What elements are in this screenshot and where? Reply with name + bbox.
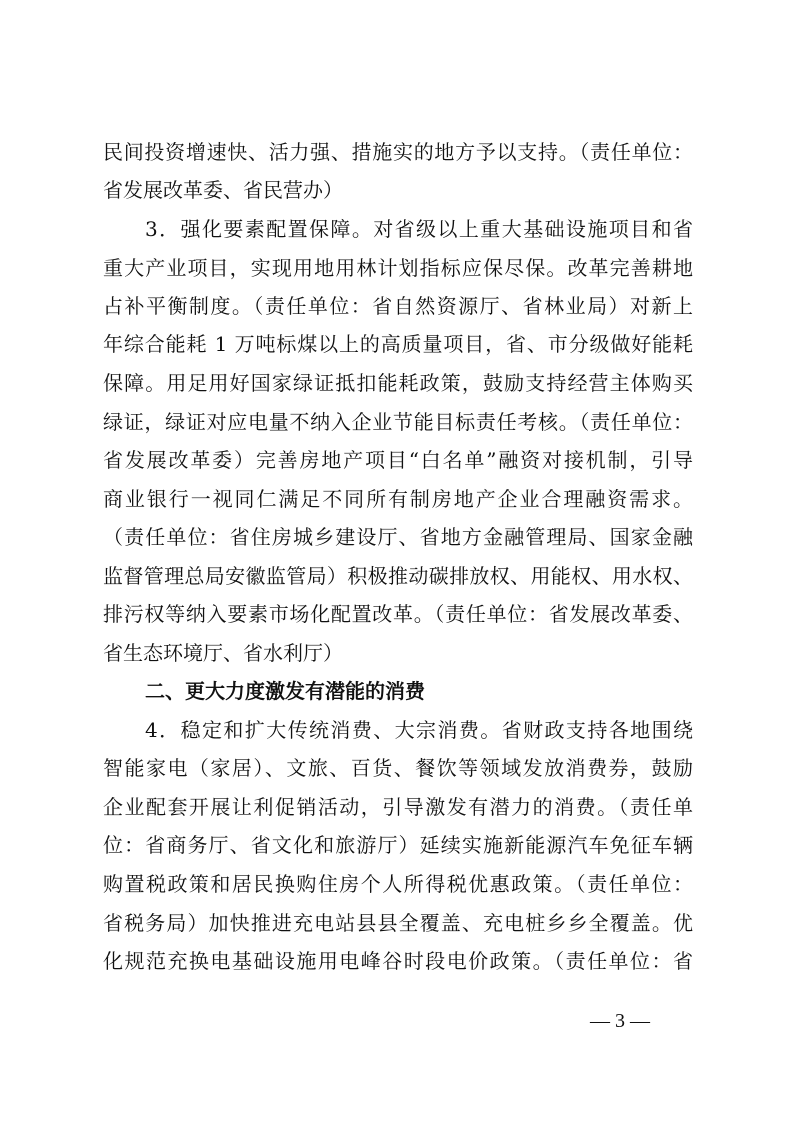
page-number: — 3 —	[590, 1010, 650, 1032]
text-line: 3．强化要素配置保障。对省级以上重大基础设施项目和省	[145, 217, 693, 241]
text-line: 排污权等纳入要素市场化配置改革。（责任单位：省发展改革委、	[103, 602, 693, 626]
text-line: 占补平衡制度。（责任单位：省自然资源厅、省林业局）对新上	[103, 294, 693, 318]
text-line: 重大产业项目，实现用地用林计划指标应保尽保。改革完善耕地	[103, 256, 693, 280]
text-line: 4．稳定和扩大传统消费、大宗消费。省财政支持各地围绕	[145, 718, 693, 742]
text-line: 民间投资增速快、活力强、措施实的地方予以支持。（责任单位：	[103, 140, 693, 164]
text-line: 绿证，绿证对应电量不纳入企业节能目标责任考核。（责任单位：	[103, 410, 693, 434]
text-line: 化规范充换电基础设施用电峰谷时段电价政策。（责任单位：省	[103, 949, 693, 973]
text-line: 省生态环境厅、省水利厅）	[103, 641, 343, 665]
text-line: 位：省商务厅、省文化和旅游厅）延续实施新能源汽车免征车辆	[103, 833, 693, 857]
section-heading: 二、更大力度激发有潜能的消费	[145, 679, 425, 703]
text-line: 智能家电（家居）、文旅、百货、餐饮等领域发放消费券，鼓励	[103, 756, 693, 780]
text-line: 省税务局）加快推进充电站县县全覆盖、充电桩乡乡全覆盖。优	[103, 911, 693, 935]
text-line: （责任单位：省住房城乡建设厅、省地方金融管理局、国家金融	[103, 525, 693, 549]
text-line: 商业银行一视同仁满足不同所有制房地产企业合理融资需求。	[103, 487, 693, 511]
text-line: 年综合能耗 1 万吨标煤以上的高质量项目，省、市分级做好能耗	[103, 332, 693, 356]
text-line: 省发展改革委、省民营办）	[103, 178, 343, 202]
text-line: 省发展改革委）完善房地产项目“白名单”融资对接机制，引导	[103, 448, 693, 472]
text-line: 购置税政策和居民换购住房个人所得税优惠政策。（责任单位：	[103, 872, 693, 896]
text-line: 监督管理总局安徽监管局）积极推动碳排放权、用能权、用水权、	[103, 564, 693, 588]
text-line: 保障。用足用好国家绿证抵扣能耗政策，鼓励支持经营主体购买	[103, 371, 693, 395]
text-line: 企业配套开展让利促销活动，引导激发有潜力的消费。（责任单	[103, 795, 693, 819]
